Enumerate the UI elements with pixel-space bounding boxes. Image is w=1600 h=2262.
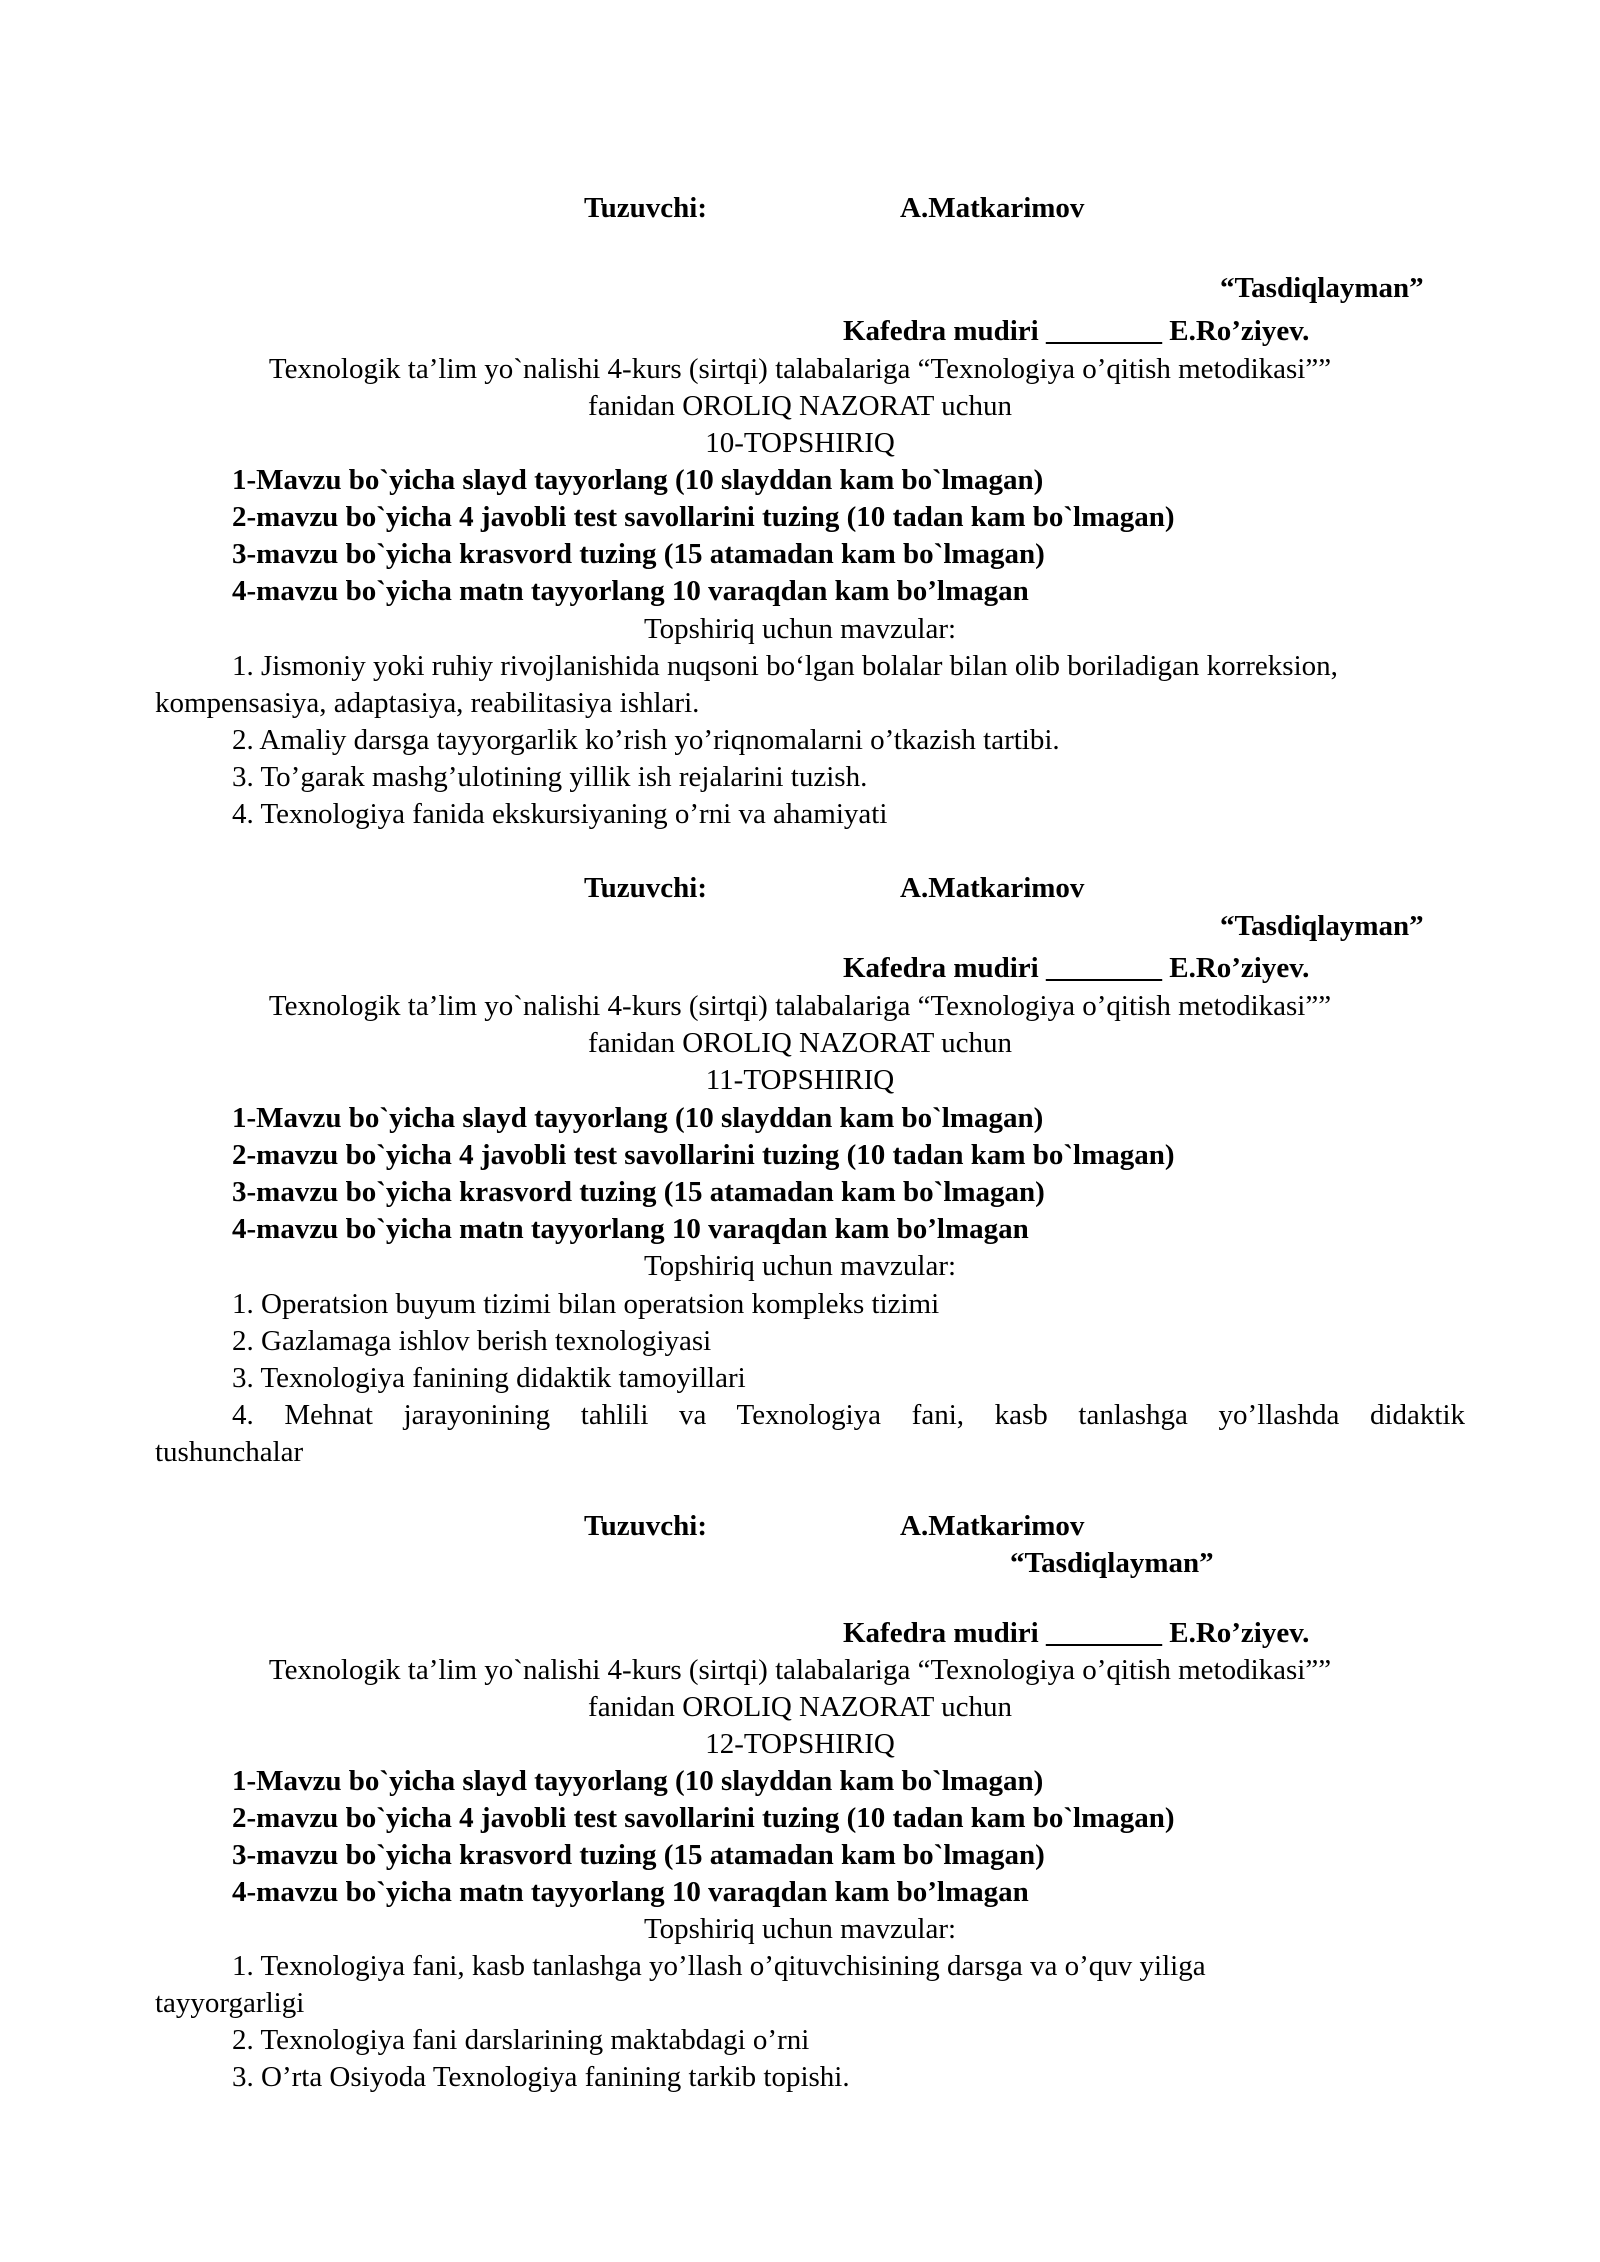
intro-line-2: fanidan OROLIQ NAZORAT uchun xyxy=(588,390,1012,422)
task-item: 1-Mavzu bo`yicha slayd tayyorlang (10 slayddan kam bo`lmagan) xyxy=(232,1102,1044,1134)
intro-line-2: fanidan OROLIQ NAZORAT uchun xyxy=(588,1027,1012,1059)
topic-item-justified: 4. Mehnat jarayonining tahlili va Texnologiya fani, kasb tanlashga yo’llashda didaktik xyxy=(232,1399,1465,1431)
topic-item: 3. Texnologiya fanining didaktik tamoyillari xyxy=(232,1362,746,1394)
topic-item: 3. To’garak mashg’ulotining yillik ish rejalarini tuzish. xyxy=(232,761,868,793)
kafedra-line: Kafedra mudiri ________ E.Ro’ziyev. xyxy=(843,315,1310,347)
topic-item: 2. Texnologiya fani darslarining maktabdagi o’rni xyxy=(232,2024,810,2056)
topic-item-continuation: kompensasiya, adaptasiya, reabilitasiya ishlari. xyxy=(155,687,700,719)
tuzuvchi-name: A.Matkarimov xyxy=(900,192,1085,224)
topshiriq-title: 11-TOPSHIRIQ xyxy=(705,1064,895,1096)
tuzuvchi-label: Tuzuvchi: xyxy=(584,1510,708,1542)
intro-line-2: fanidan OROLIQ NAZORAT uchun xyxy=(588,1691,1012,1723)
tuzuvchi-label: Tuzuvchi: xyxy=(584,872,708,904)
task-item: 2-mavzu bo`yicha 4 javobli test savollarini tuzing (10 tadan kam bo`lmagan) xyxy=(232,1139,1175,1171)
task-item: 4-mavzu bo`yicha matn tayyorlang 10 varaqdan kam bo’lmagan xyxy=(232,1213,1029,1245)
intro-line-1: Texnologik ta’lim yo`nalishi 4-kurs (sirtqi) talabalariga “Texnologiya o’qitish metodikasi”” xyxy=(268,990,1332,1022)
topics-heading: Topshiriq uchun mavzular: xyxy=(643,613,957,645)
task-item: 1-Mavzu bo`yicha slayd tayyorlang (10 slayddan kam bo`lmagan) xyxy=(232,1765,1044,1797)
tuzuvchi-name: A.Matkarimov xyxy=(900,1510,1085,1542)
tasdiq-text: “Tasdiqlayman” xyxy=(1220,272,1424,304)
task-item: 4-mavzu bo`yicha matn tayyorlang 10 varaqdan kam bo’lmagan xyxy=(232,575,1029,607)
topic-item-continuation: tushunchalar xyxy=(155,1436,304,1468)
topic-item: 1. Texnologiya fani, kasb tanlashga yo’llash o’qituvchisining darsga va o’quv yiliga xyxy=(232,1950,1206,1982)
tuzuvchi-label: Tuzuvchi: xyxy=(584,192,708,224)
topics-heading: Topshiriq uchun mavzular: xyxy=(643,1250,957,1282)
kafedra-line: Kafedra mudiri ________ E.Ro’ziyev. xyxy=(843,1617,1310,1649)
intro-line-1: Texnologik ta’lim yo`nalishi 4-kurs (sirtqi) talabalariga “Texnologiya o’qitish metodikasi”” xyxy=(268,353,1332,385)
tasdiq-text: “Tasdiqlayman” xyxy=(1010,1547,1214,1579)
task-item: 2-mavzu bo`yicha 4 javobli test savollarini tuzing (10 tadan kam bo`lmagan) xyxy=(232,1802,1175,1834)
topic-item: 3. O’rta Osiyoda Texnologiya fanining tarkib topishi. xyxy=(232,2061,850,2093)
task-item: 3-mavzu bo`yicha krasvord tuzing (15 atamadan kam bo`lmagan) xyxy=(232,1176,1045,1208)
task-item: 1-Mavzu bo`yicha slayd tayyorlang (10 slayddan kam bo`lmagan) xyxy=(232,464,1044,496)
topshiriq-title: 10-TOPSHIRIQ xyxy=(705,427,895,459)
topic-item: 1. Jismoniy yoki ruhiy rivojlanishida nuqsoni bo‘lgan bolalar bilan olib boriladigan korreksion, xyxy=(232,650,1338,682)
topic-item: 1. Operatsion buyum tizimi bilan operatsion kompleks tizimi xyxy=(232,1288,940,1320)
topics-heading: Topshiriq uchun mavzular: xyxy=(643,1913,957,1945)
task-item: 3-mavzu bo`yicha krasvord tuzing (15 atamadan kam bo`lmagan) xyxy=(232,1839,1045,1871)
topic-item-continuation: tayyorgarligi xyxy=(155,1987,305,2019)
topic-item: 2. Gazlamaga ishlov berish texnologiyasi xyxy=(232,1325,712,1357)
task-item: 2-mavzu bo`yicha 4 javobli test savollarini tuzing (10 tadan kam bo`lmagan) xyxy=(232,501,1175,533)
task-item: 3-mavzu bo`yicha krasvord tuzing (15 atamadan kam bo`lmagan) xyxy=(232,538,1045,570)
topic-item: 2. Amaliy darsga tayyorgarlik ko’rish yo’riqnomalarni o’tkazish tartibi. xyxy=(232,724,1060,756)
topic-item: 4. Texnologiya fanida ekskursiyaning o’rni va ahamiyati xyxy=(232,798,888,830)
topshiriq-title: 12-TOPSHIRIQ xyxy=(705,1728,895,1760)
kafedra-line: Kafedra mudiri ________ E.Ro’ziyev. xyxy=(843,952,1310,984)
tuzuvchi-name: A.Matkarimov xyxy=(900,872,1085,904)
task-item: 4-mavzu bo`yicha matn tayyorlang 10 varaqdan kam bo’lmagan xyxy=(232,1876,1029,1908)
intro-line-1: Texnologik ta’lim yo`nalishi 4-kurs (sirtqi) talabalariga “Texnologiya o’qitish metodikasi”” xyxy=(268,1654,1332,1686)
tasdiq-text: “Tasdiqlayman” xyxy=(1220,910,1424,942)
